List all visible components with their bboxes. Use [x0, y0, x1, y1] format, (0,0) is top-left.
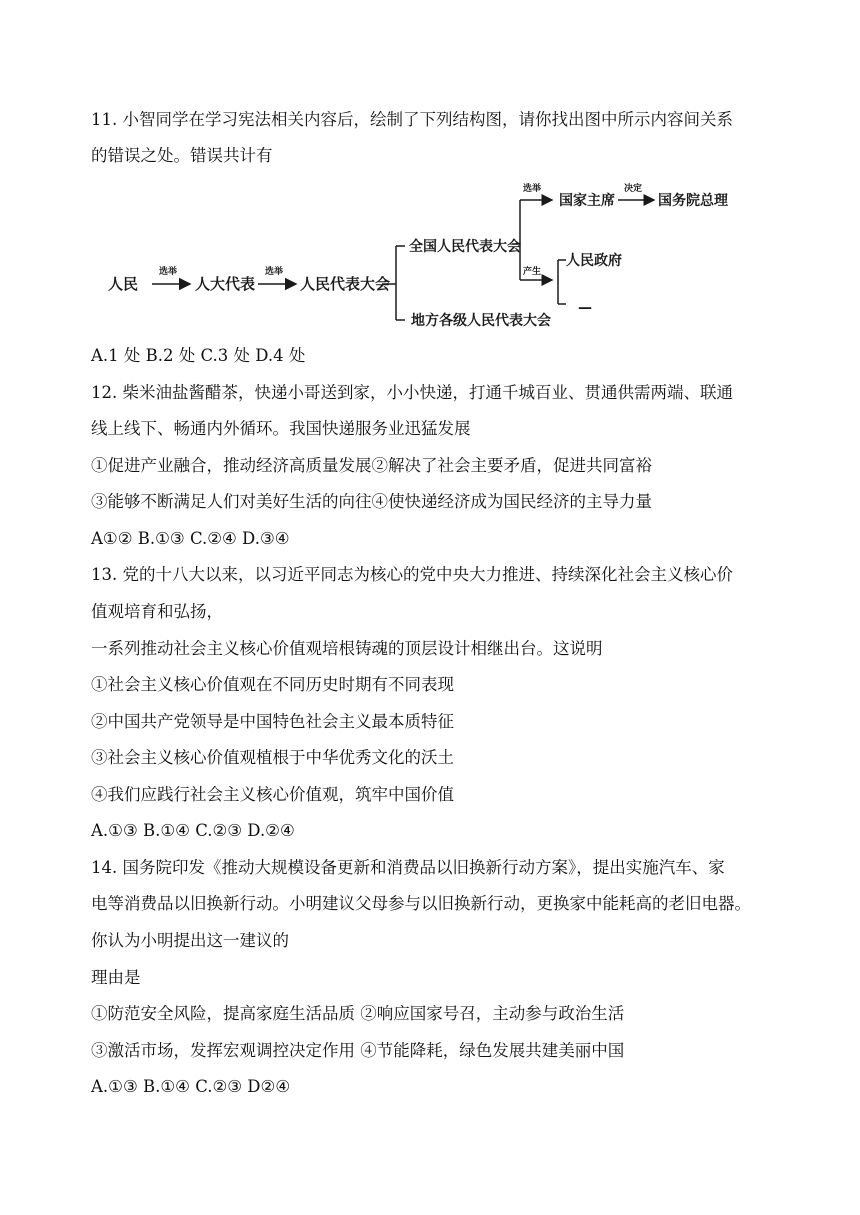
node-government: 人民政府 [566, 253, 622, 269]
q11-stem-line1: 11. 小智同学在学习宪法相关内容后，绘制了下列结构图，请你找出图中所示内容间关系 [91, 110, 733, 129]
node-national-congress: 全国人民代表大会 [409, 239, 521, 255]
q14-item-line2: ③激活市场，发挥宏观调控决定作用 ④节能降耗，绿色发展共建美丽中国 [91, 1041, 625, 1060]
q12-stem-line1: 12. 柴米油盐酱醋茶，快递小哥送到家，小小快递，打通千城百业、贯通供需两端、联通 [91, 383, 733, 402]
structure-diagram [100, 178, 740, 338]
q12-stem-line2: 线上线下、畅通内外循环。我国快递服务业迅猛发展 [91, 419, 471, 438]
q13-item3: ③社会主义核心价值观植根于中华优秀文化的沃土 [91, 748, 454, 767]
label-elect-3: 选举 [523, 184, 542, 194]
node-people: 人民 [108, 275, 139, 293]
q12-item-line2: ③能够不断满足人们对美好生活的向往④使快递经济成为国民经济的主导力量 [91, 492, 652, 511]
node-npc-deputies: 人大代表 [195, 275, 256, 293]
q11-options: A.1 处 B.2 处 C.3 处 D.4 处 [91, 346, 306, 365]
q11-stem-line2: 的错误之处。错误共计有 [91, 146, 273, 165]
label-produce: 产生 [523, 267, 542, 277]
label-decide: 决定 [624, 184, 643, 194]
q14-options: A.①③ B.①④ C.②③ D②④ [91, 1077, 291, 1096]
q13-item1: ①社会主义核心价值观在不同历史时期有不同表现 [91, 675, 454, 694]
q13-options: A.①③ B.①④ C.②③ D.②④ [91, 821, 295, 840]
label-elect-2: 选举 [265, 267, 284, 277]
node-president: 国家主席 [559, 193, 615, 209]
node-blank: — [578, 300, 592, 316]
label-elect-1: 选举 [159, 267, 178, 277]
q13-stem-line3: 一系列推动社会主义核心价值观培根铸魂的顶层设计相继出台。这说明 [91, 639, 603, 658]
q14-stem-line3: 你认为小明提出这一建议的 [91, 931, 289, 950]
q13-stem-line1: 13. 党的十八大以来，以习近平同志为核心的党中央大力推进、持续深化社会主义核心价 [91, 565, 733, 584]
q13-stem-line2: 值观培育和弘扬， [91, 602, 223, 621]
q14-stem-line2: 电等消费品以旧换新行动。小明建议父母参与以旧换新行动，更换家中能耗高的老旧电器。 [91, 894, 751, 913]
q14-stem-line4: 理由是 [91, 968, 141, 987]
q14-stem-line1: 14. 国务院印发《推动大规模设备更新和消费品以旧换新行动方案》，提出实施汽车、家 [91, 858, 725, 877]
node-peoples-congress: 人民代表大会 [300, 275, 391, 293]
q12-options: A①② B.①③ C.②④ D.③④ [91, 529, 290, 548]
node-premier: 国务院总理 [658, 193, 728, 209]
q13-item2: ②中国共产党领导是中国特色社会主义最本质特征 [91, 712, 454, 731]
node-local-congress: 地方各级人民代表大会 [411, 313, 551, 329]
q13-item4: ④我们应践行社会主义核心价值观，筑牢中国价值 [91, 785, 454, 804]
q12-item-line1: ①促进产业融合，推动经济高质量发展②解决了社会主要矛盾，促进共同富裕 [91, 456, 652, 475]
q14-item-line1: ①防范安全风险，提高家庭生活品质 ②响应国家号召，主动参与政治生活 [91, 1004, 625, 1023]
